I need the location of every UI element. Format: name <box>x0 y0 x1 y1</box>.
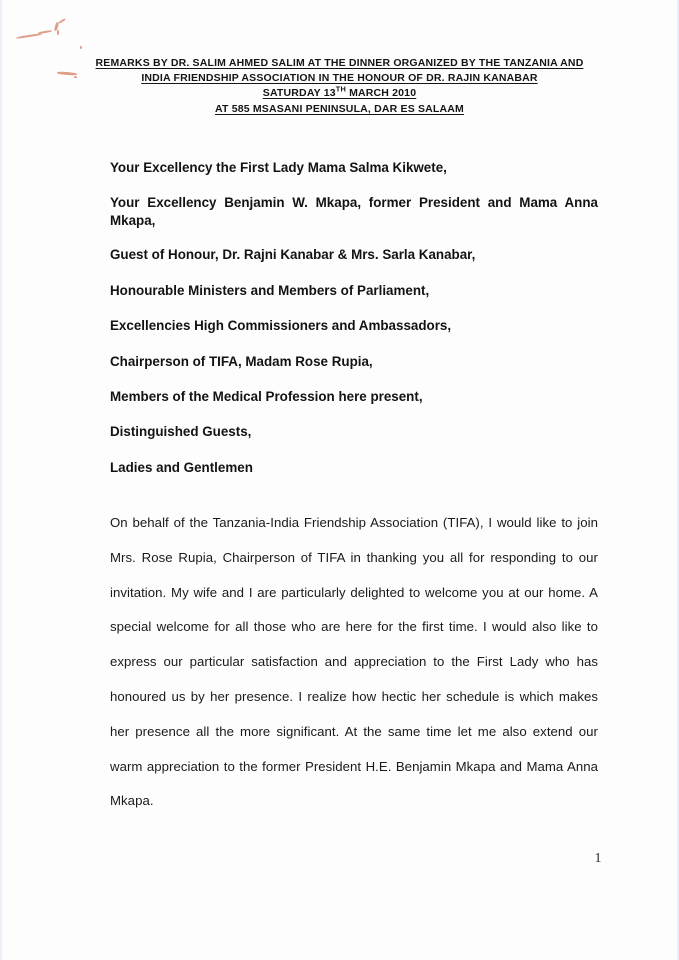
ink-mark <box>57 30 59 35</box>
salutation-line: Guest of Honour, Dr. Rajni Kanabar & Mrs. Sarla Kanabar, <box>110 247 476 263</box>
title-line-venue-text: AT 585 MSASANI PENINSULA, DAR ES SALAAM <box>215 102 464 115</box>
title-line-1 <box>0 56 679 71</box>
body-paragraph: On behalf of the Tanzania-India Friendship Association (TIFA), I would like to join Mrs. Rose Rupia, Chairperson of TIFA in thanking you all for responding to our invitation. My wife and I are particularly delighted to welcome you at our home. A special welcome for all those who are here for the first time. I would also like to express our particular satisfaction and appreciation to the First Lady who has honoured us by her presence. I realize how hectic her schedule is which makes her presence all the more significant. At the same time let me also extend our warm appreciation to the former President H.E. Benjamin Mkapa and Mama Anna Mkapa. <box>110 515 598 809</box>
salutation-line: Your Excellency the First Lady Mama Salma Kikwete, <box>110 160 447 175</box>
salutation-line: Excellencies High Commissioners and Ambassadors, <box>110 318 452 334</box>
title-line-date <box>0 86 679 101</box>
page-number: 1 <box>594 851 602 866</box>
ink-mark <box>80 46 82 49</box>
salutation-line: Distinguished Guests, <box>110 424 252 440</box>
ink-mark <box>58 18 66 24</box>
ink-mark <box>38 30 52 34</box>
title-line-venue <box>0 102 679 117</box>
ink-mark <box>16 33 42 39</box>
salutation-block <box>110 159 598 494</box>
ink-mark <box>54 22 59 31</box>
title-date-suffix: MARCH 2010 <box>345 87 417 100</box>
salutation-line: Honourable Ministers and Members of Parliament, <box>110 282 430 298</box>
salutation-line: Chairperson of TIFA, Madam Rose Rupia, <box>110 353 373 369</box>
document-title-block <box>0 56 679 117</box>
title-line-2-text: INDIA FRIENDSHIP ASSOCIATION IN THE HONOUR OF DR. RAJIN KANABAR <box>141 72 538 85</box>
salutation-line: Members of the Medical Profession here present, <box>110 388 423 404</box>
title-date-prefix: SATURDAY 13 <box>262 87 336 100</box>
title-date-text <box>262 84 417 100</box>
title-date-ordinal: TH <box>335 84 346 94</box>
salutation-line: Ladies and Gentlemen <box>110 459 253 475</box>
title-line-1-text: REMARKS BY DR. SALIM AHMED SALIM AT THE DINNER ORGANIZED BY THE TANZANIA AND <box>95 57 584 69</box>
salutation-line: Your Excellency Benjamin W. Mkapa, former President and Mama Anna Mkapa, <box>110 195 598 229</box>
